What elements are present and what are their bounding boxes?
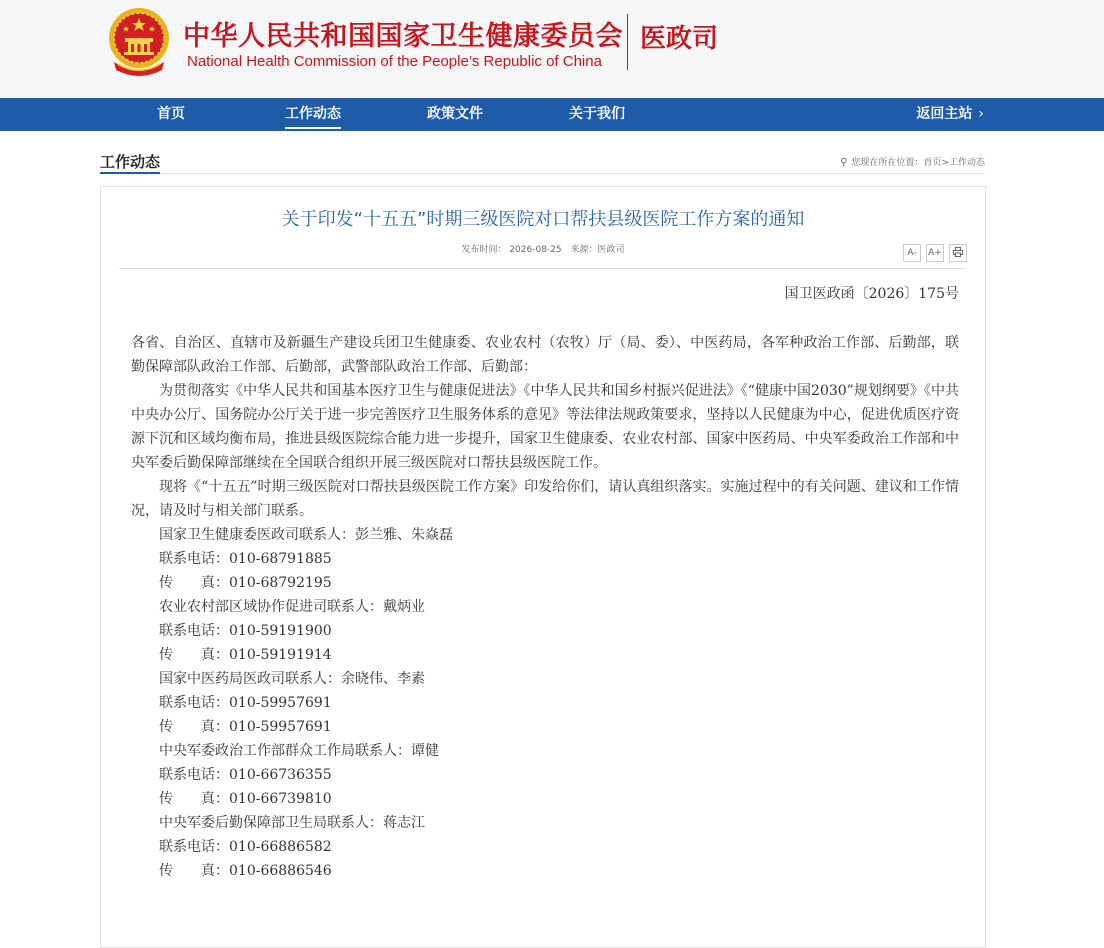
contact-line: 传 真：010-66739810	[159, 791, 332, 807]
nav-item-policy-docs[interactable]: 政策文件	[427, 106, 483, 122]
contact-line: 传 真：010-59957691	[159, 719, 332, 735]
breadcrumb-prefix: 您现在所在位置：	[851, 158, 924, 168]
body-paragraph: 现将《“十五五”时期三级医院对口帮扶县级医院工作方案》印发给你们，请认真组织落实。实施过程中的有关问题、建议和工作情况，请及时与相关部门联系。	[131, 479, 959, 519]
location-pin-icon: ⚲	[840, 157, 848, 168]
contact-line: 国家卫生健康委医政司联系人：彭兰雅、朱焱磊	[159, 527, 453, 543]
contact-line: 联系电话：010-66886582	[159, 839, 332, 855]
section-divider	[100, 173, 985, 174]
font-decrease-button[interactable]: A-	[903, 244, 921, 262]
article-container	[100, 186, 986, 948]
article-title: 关于印发“十五五”时期三级医院对口帮扶县级医院工作方案的通知	[281, 209, 805, 230]
contact-line: 农业农村部区域协作促进司联系人：戴炳业	[159, 599, 425, 615]
nav-item-home[interactable]: 首页	[157, 106, 185, 122]
department-name[interactable]: 医政司	[640, 24, 719, 54]
back-to-main-site-label: 返回主站	[916, 106, 973, 122]
national-emblem-icon[interactable]	[106, 6, 172, 78]
nav-item-work-news[interactable]: 工作动态	[285, 98, 341, 131]
chevron-right-icon: ›	[978, 106, 984, 122]
publish-date: 发布时间： 2026-08-25	[461, 245, 562, 255]
contact-line: 联系电话：010-59191900	[159, 623, 332, 639]
section-title: 工作动态	[100, 153, 161, 171]
breadcrumb	[840, 155, 985, 168]
site-header	[0, 0, 1104, 98]
article-body	[131, 331, 959, 883]
site-title-cn[interactable]: 中华人民共和国国家卫生健康委员会	[183, 21, 623, 52]
title-divider	[627, 14, 628, 70]
breadcrumb-separator: >	[941, 158, 949, 168]
contact-line: 传 真：010-68792195	[159, 575, 332, 591]
article-divider	[119, 268, 967, 269]
contact-line: 中央军委后勤保障部卫生局联系人：蒋志江	[159, 815, 425, 831]
breadcrumb-home-link[interactable]: 首页	[923, 158, 942, 168]
contact-line: 传 真：010-59191914	[159, 647, 332, 663]
site-title-en[interactable]: National Health Commission of the People’s Republic of China	[187, 53, 602, 70]
article-meta	[101, 242, 985, 255]
addressee-paragraph: 各省、自治区、直辖市及新疆生产建设兵团卫生健康委、农业农村（农牧）厅（局、委）、中医药局，各军种政治工作部、后勤部，联勤保障部队政治工作部、后勤部，武警部队政治工作部、后勤部：	[131, 335, 959, 375]
contact-line: 传 真：010-66886546	[159, 863, 332, 879]
contact-line: 联系电话：010-66736355	[159, 767, 332, 783]
section-title-underline	[100, 172, 160, 174]
printer-icon	[953, 247, 963, 257]
main-nav	[0, 98, 1104, 131]
body-paragraph: 为贯彻落实《中华人民共和国基本医疗卫生与健康促进法》《中华人民共和国乡村振兴促进法》《“健康中国2030”规划纲要》《中共中央办公厅、国务院办公厅关于进一步完善医疗卫生服务体系的意见》等法律法规政策要求，坚持以人民健康为中心，促进优质医疗资源下沉和区域均衡布局，推进县级医院综合能力进一步提升，国家卫生健康委、农业农村部、国家中医药局、中央军委政治工作部和中央军委后勤保障部继续在全国联合组织开展三级医院对口帮扶县级医院工作。	[131, 383, 959, 471]
article-source: 来源：医政司	[570, 245, 625, 255]
nav-item-about-us[interactable]: 关于我们	[569, 106, 625, 122]
contact-line: 联系电话：010-59957691	[159, 695, 332, 711]
breadcrumb-current[interactable]: 工作动态	[948, 158, 985, 168]
font-increase-button[interactable]: A+	[926, 244, 944, 262]
print-button[interactable]	[949, 244, 967, 262]
document-number: 国卫医政函〔2026〕175号	[784, 286, 959, 302]
contact-line: 国家中医药局医政司联系人：余晓伟、李素	[159, 671, 425, 687]
article-tools	[898, 242, 967, 262]
contact-line: 中央军委政治工作部群众工作局联系人：谭健	[159, 743, 439, 759]
contact-line: 联系电话：010-68791885	[159, 551, 332, 567]
back-to-main-site-link[interactable]	[916, 98, 984, 131]
